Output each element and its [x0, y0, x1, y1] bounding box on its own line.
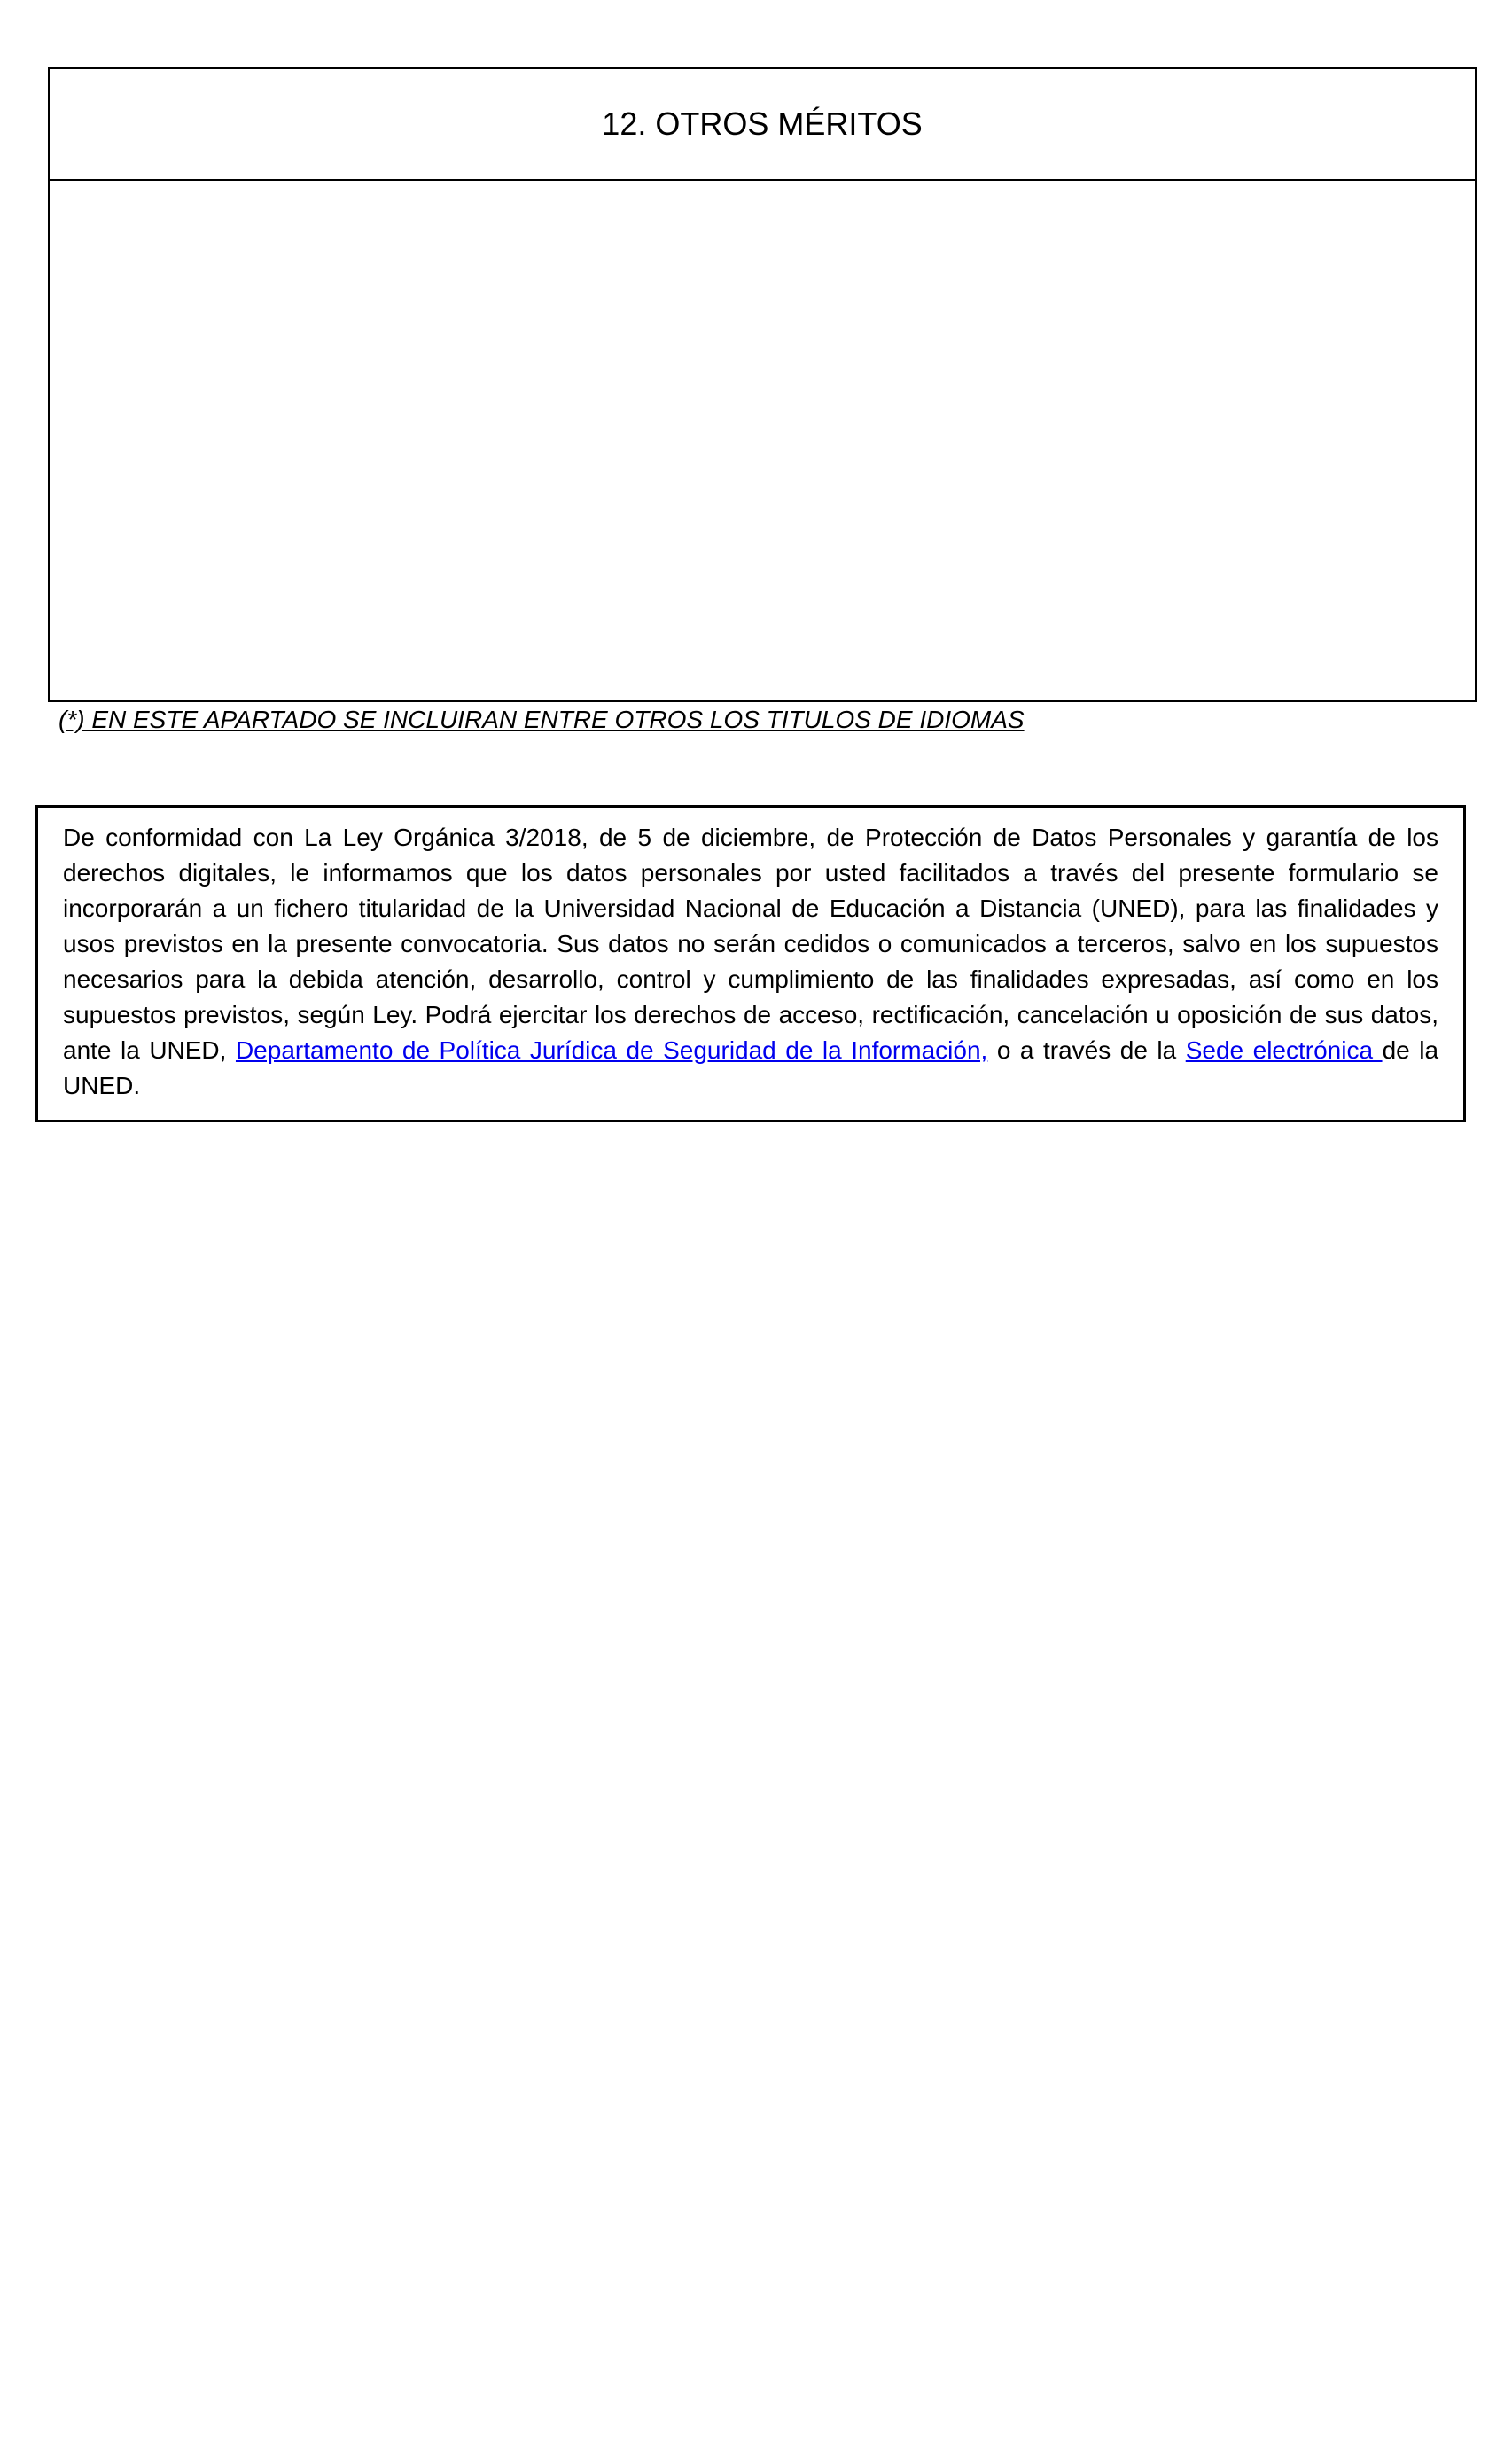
otros-meritos-input-area[interactable]: [50, 181, 1475, 700]
section-title: 12. OTROS MÉRITOS: [50, 69, 1475, 181]
privacy-text-part2: o a través de la: [987, 1036, 1186, 1064]
privacy-text-part1: De conformidad con La Ley Orgánica 3/2018, de 5 de diciembre, de Protección de Datos Personales y garantía de los derechos digitales, le informamos que los datos personales por usted facilitados a través del presente formulario se incorporarán a un fichero titularidad de la Universidad Nacional de Educación a Distancia (UNED), para las finalidades y usos previstos en la presente convocatoria. Sus datos no serán cedidos o comunicados a terceros, salvo en los supuestos necesarios para la debida atención, desarrollo, control y cumplimiento de las finalidades expresadas, así como en los supuestos previstos, según Ley. Podrá ejercitar los derechos de acceso, rectificación, cancelación u oposición de sus datos, ante la UNED,: [63, 824, 1438, 1064]
section-note: (*) EN ESTE APARTADO SE INCLUIRAN ENTRE OTROS LOS TITULOS DE IDIOMAS: [58, 706, 1025, 733]
privacy-notice-text: [63, 820, 1438, 1104]
privacy-text-part3: de la UNED.: [63, 1036, 1439, 1099]
sede-electronica-link[interactable]: Sede electrónica: [1185, 1036, 1383, 1064]
otros-meritos-section: [48, 67, 1477, 702]
privacy-notice-box: [35, 805, 1466, 1122]
departamento-politica-juridica-link[interactable]: Departamento de Política Jurídica de Seguridad de la Información,: [235, 1036, 988, 1064]
